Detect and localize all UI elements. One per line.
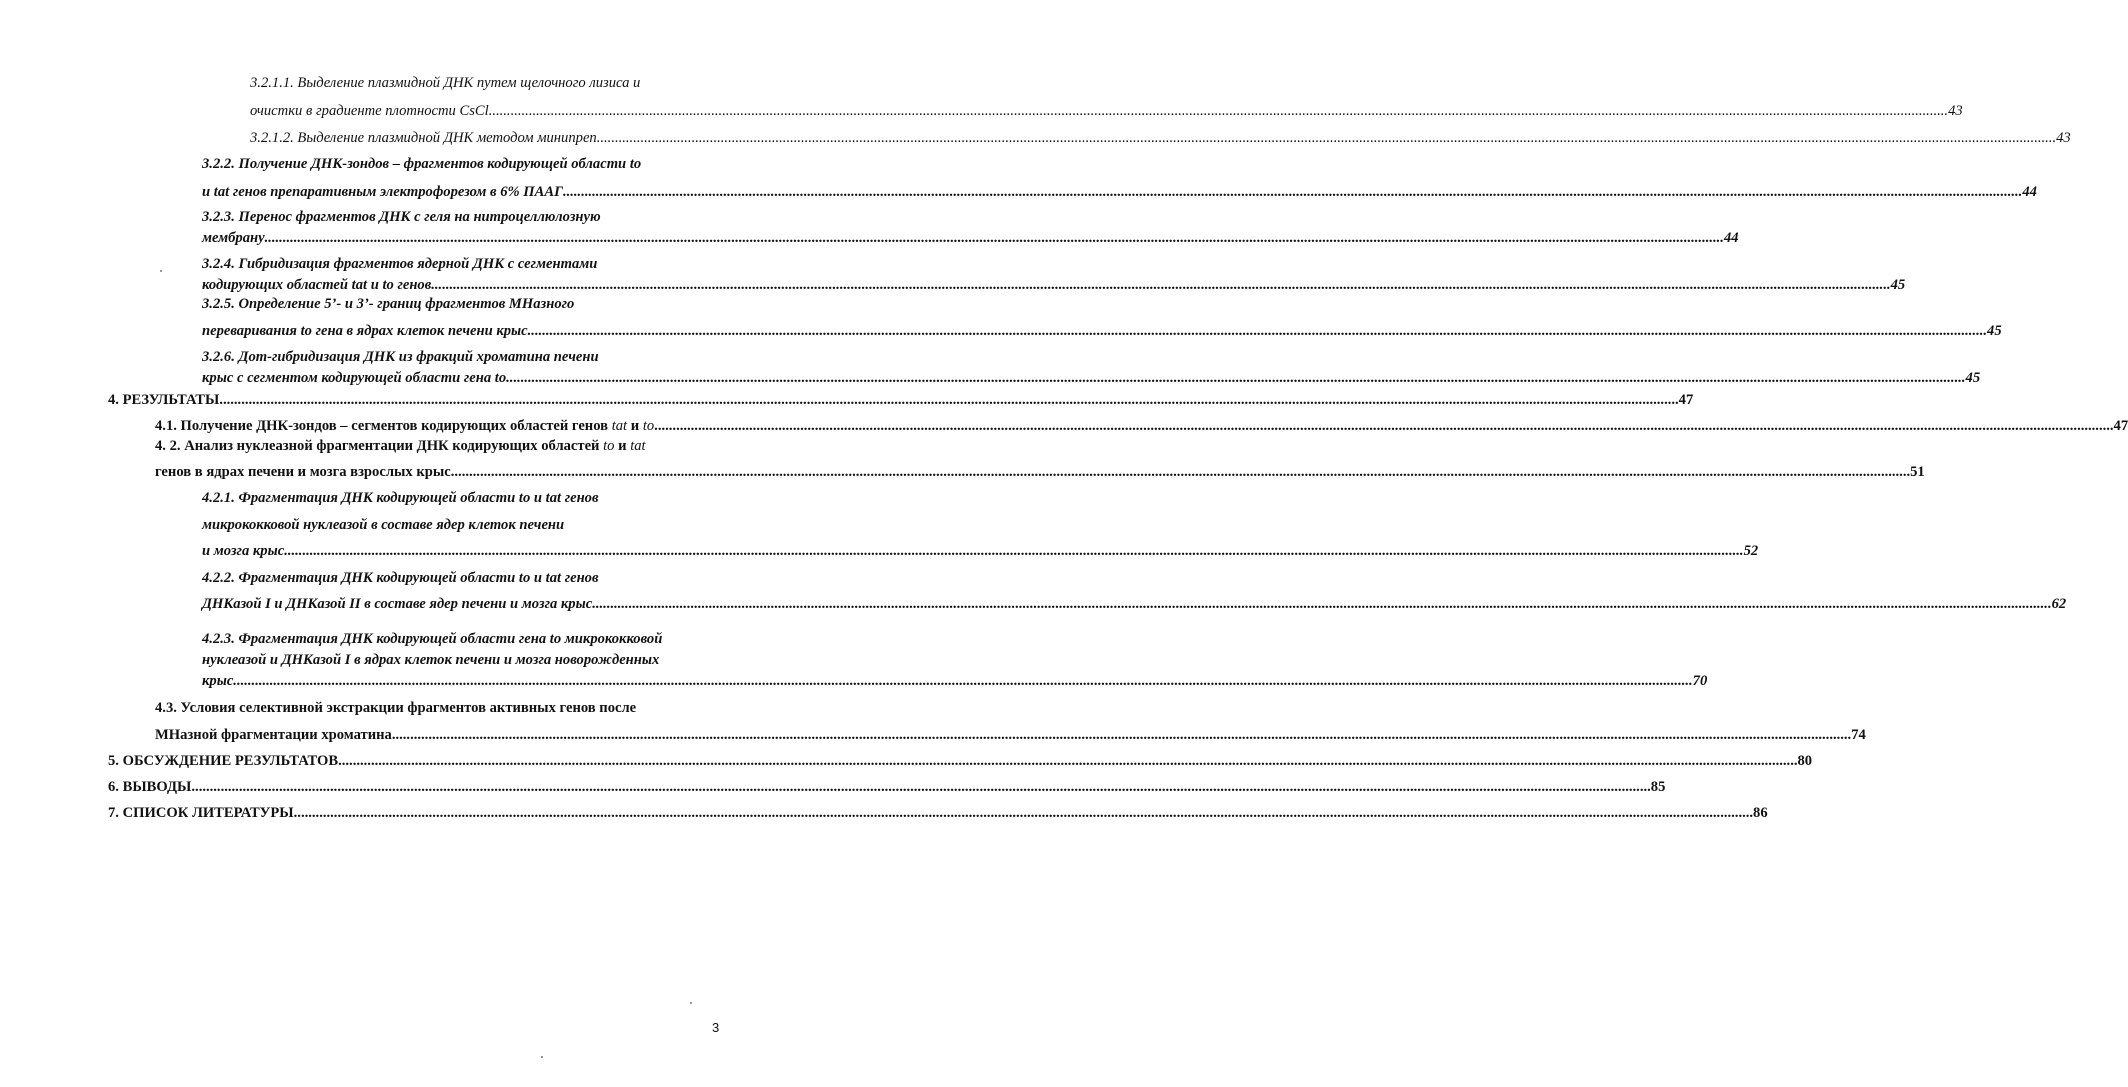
toc-entry-text: 4. РЕЗУЛЬТАТЫ <box>108 392 220 408</box>
toc-page-ref: 74 <box>1851 727 1866 743</box>
toc-entry-5 <box>108 752 1813 770</box>
dot-leader: ................................................................................................................................................................................................................................................................................................................................................................................................................ <box>562 184 2023 200</box>
toc-page-ref: 45 <box>1965 370 1981 386</box>
dot-leader: ................................................................................................................................................................................................................................................................................................................................................................................................................ <box>506 370 1966 386</box>
dot-leader: ................................................................................................................................................................................................................................................................................................................................................................................................................ <box>191 779 1651 795</box>
toc-entry-3-2-1-1 <box>250 102 1963 120</box>
toc-entry-text: кодирующих областей tat и to генов <box>202 277 432 293</box>
toc-entry-4-2-1 <box>202 542 1759 560</box>
toc-entry-3-2-2-line1: 3.2.2. Получение ДНК-зондов – фрагментов кодирующей области to <box>202 156 642 172</box>
toc-entry-text: крыс с сегментом кодирующей области гена to <box>202 370 507 386</box>
toc-entry-text: очистки в градиенте плотности CsCl <box>250 103 489 119</box>
toc-page-ref: 70 <box>1692 673 1708 689</box>
toc-entry-4-2-3-line2: нуклеазой и ДНКазой I в ядрах клеток печени и мозга новорожденных <box>202 652 660 668</box>
dot-leader: ................................................................................................................................................................................................................................................................................................................................................................................................................ <box>596 130 2057 146</box>
toc-page-ref: 43 <box>2056 130 2071 146</box>
toc-entry-text: и tat генов препаративным электрофорезом в 6% ПААГ <box>202 184 563 200</box>
toc-entry-3-2-6 <box>202 369 1981 387</box>
dot-leader: ................................................................................................................................................................................................................................................................................................................................................................................................................ <box>233 673 1693 689</box>
toc-page-ref: 44 <box>2022 184 2037 200</box>
toc-entry-4-2-1-line2: микрококковой нуклеазой в составе ядер клеток печени <box>202 517 565 533</box>
toc-entry-3-2-3 <box>202 229 1739 247</box>
toc-entry-4 <box>108 391 1694 409</box>
toc-page-ref: 45 <box>1987 323 2002 339</box>
page-number: 3 <box>712 1020 720 1035</box>
toc-page-ref: 45 <box>1890 277 1906 293</box>
toc-entry-text: 6. ВЫВОДЫ <box>108 779 192 795</box>
dot-leader: ................................................................................................................................................................................................................................................................................................................................................................................................................ <box>527 323 1988 339</box>
toc-page-ref: 85 <box>1650 779 1666 795</box>
toc-entry-4-3 <box>155 726 1866 744</box>
toc-entry-3-2-1-1-line1: 3.2.1.1. Выделение плазмидной ДНК путем щелочного лизиса и <box>250 75 641 91</box>
toc-entry-3-2-4 <box>202 276 1906 294</box>
toc-entry-4-2-1-line1: 4.2.1. Фрагментация ДНК кодирующей области to и tat генов <box>202 490 599 506</box>
toc-entry-7 <box>108 804 1768 822</box>
toc-entry-3-2-5 <box>202 322 2002 340</box>
scan-speck <box>541 1056 543 1058</box>
toc-entry-text: переваривания to гена в ядрах клеток печени крыс <box>202 323 528 339</box>
dot-leader: ................................................................................................................................................................................................................................................................................................................................................................................................................ <box>338 753 1798 769</box>
toc-page-ref: 62 <box>2051 596 2067 612</box>
dot-leader: ................................................................................................................................................................................................................................................................................................................................................................................................................ <box>391 727 1852 743</box>
toc-page-ref: 47 <box>1678 392 1694 408</box>
dot-leader: ................................................................................................................................................................................................................................................................................................................................................................................................................ <box>450 464 1911 480</box>
toc-entry-text: и мозга крыс <box>202 543 285 559</box>
scan-speck <box>690 1002 692 1004</box>
toc-entry-4-2-2 <box>202 595 2067 613</box>
toc-entry-3-2-6-line1: 3.2.6. Дот-гибридизация ДНК из фракций хроматина печени <box>202 349 599 365</box>
scan-speck <box>160 270 162 272</box>
dot-leader: ................................................................................................................................................................................................................................................................................................................................................................................................................ <box>264 230 1724 246</box>
toc-entry-3-2-3-line1: 3.2.3. Перенос фрагментов ДНК с геля на нитроцеллюлозную <box>202 209 601 225</box>
toc-page-ref: 44 <box>1723 230 1739 246</box>
toc-page-ref: 52 <box>1743 543 1759 559</box>
toc-entry-3-2-4-line1: 3.2.4. Гибридизация фрагментов ядерной ДНК с сегментами <box>202 256 598 272</box>
toc-entry-4-1 <box>155 417 2128 435</box>
toc-entry-text: крыс <box>202 673 234 689</box>
toc-page-ref: 80 <box>1797 753 1813 769</box>
toc-entry-text: 3.2.1.2. Выделение плазмидной ДНК методом минипреп <box>250 130 597 146</box>
dot-leader: ................................................................................................................................................................................................................................................................................................................................................................................................................ <box>219 392 1679 408</box>
toc-entry-3-2-5-line1: 3.2.5. Определение 5’- и 3’- границ фрагментов МНазного <box>202 296 575 312</box>
toc-entry-text: 5. ОБСУЖДЕНИЕ РЕЗУЛЬТАТОВ <box>108 753 339 769</box>
toc-entry-text: МНазной фрагментации хроматина <box>155 727 392 743</box>
toc-page-ref: 47 <box>2113 418 2128 434</box>
toc-entry-4-2-2-line1: 4.2.2. Фрагментация ДНК кодирующей области to и tat генов <box>202 570 599 586</box>
toc-entry-4-2-line1: 4. 2. Анализ нуклеазной фрагментации ДНК кодирующих областей to и tat <box>155 438 646 454</box>
toc-page-ref: 43 <box>1948 103 1963 119</box>
dot-leader: ................................................................................................................................................................................................................................................................................................................................................................................................................ <box>431 277 1891 293</box>
toc-entry-4-2-3-line1: 4.2.3. Фрагментация ДНК кодирующей области гена to микрококковой <box>202 631 663 647</box>
toc-entry-3-2-1-2 <box>250 129 2071 147</box>
dot-leader: ................................................................................................................................................................................................................................................................................................................................................................................................................ <box>293 805 1754 821</box>
toc-entry-4-3-line1: 4.3. Условия селективной экстракции фрагментов активных генов после <box>155 700 637 716</box>
toc-entry-6 <box>108 778 1666 796</box>
dot-leader: ................................................................................................................................................................................................................................................................................................................................................................................................................ <box>592 596 2052 612</box>
toc-entry-4-2 <box>155 463 1925 481</box>
toc-entry-text: генов в ядрах печени и мозга взрослых крыс <box>155 464 451 480</box>
toc-entry-4-2-3 <box>202 672 1708 690</box>
toc-entry-text: ДНКазой I и ДНКазой II в составе ядер печени и мозга крыс <box>202 596 593 612</box>
dot-leader: ................................................................................................................................................................................................................................................................................................................................................................................................................ <box>488 103 1949 119</box>
toc-entry-text: 7. СПИСОК ЛИТЕРАТУРЫ <box>108 805 294 821</box>
toc-page-ref: 51 <box>1910 464 1925 480</box>
toc-entry-3-2-2 <box>202 183 2037 201</box>
toc-entry-text: мембрану <box>202 230 265 246</box>
toc-entry-text: 4.1. Получение ДНК-зондов – сегментов кодирующих областей генов tat и to <box>155 418 655 434</box>
dot-leader: ................................................................................................................................................................................................................................................................................................................................................................................................................ <box>654 418 2114 434</box>
toc-page-ref: 86 <box>1753 805 1768 821</box>
dot-leader: ................................................................................................................................................................................................................................................................................................................................................................................................................ <box>284 543 1744 559</box>
